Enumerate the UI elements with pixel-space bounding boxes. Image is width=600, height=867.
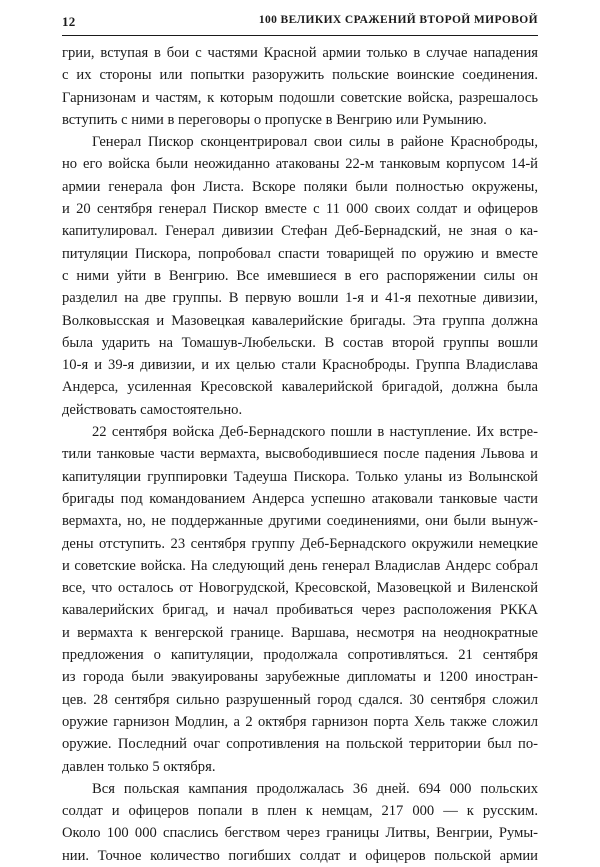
text-line: питуляции Пискора, попробовал спасти товарищей по оружию и вместе: [62, 245, 538, 262]
text-line: вермахта, но, не поддержанные другими соединениями, они были вынуж-: [62, 513, 538, 530]
text-line: Вся польская кампания продолжалась 36 дней. 694 000 польских: [92, 780, 538, 797]
text-line: тили танковые части вермахта, высвободившиеся после падения Львова и: [62, 446, 538, 463]
text-line: 22 сентября войска Деб-Бернадского пошли в наступление. Их встре-: [92, 424, 538, 441]
text-line: и советские войска. На следующий день генерал Владислав Андерс собрал: [62, 557, 538, 574]
text-line: солдат и офицеров попали в плен к немцам, 217 000 — к русским.: [62, 803, 538, 820]
text-line: оружие. Последний очаг сопротивления на польской территории был по-: [62, 736, 538, 753]
paragraph: [62, 131, 538, 421]
paragraph: [62, 421, 538, 778]
header-rule: [62, 35, 538, 36]
text-line: 10-я и 39-я дивизии, и их целью стали Красноброды. Группа Владислава: [62, 357, 538, 374]
text-line: армии генерала фон Листа. Вскоре поляки были полностью окружены,: [62, 178, 538, 195]
text-line: но его войска были неожиданно атакованы 22-м танковым корпусом 14-й: [62, 156, 538, 173]
text-line: нии. Точное количество погибших солдат и офицеров польской армии: [62, 847, 538, 864]
text-line: оружие гарнизон Модлин, а 2 октября гарнизон порта Хель также сложил: [62, 713, 538, 730]
text-line: была ударить на Томашув-Любельски. В состав второй группы вошли: [62, 334, 538, 351]
text-line: с их стороны или попытки разоружить польские воинские соединения.: [62, 67, 538, 84]
text-line: из города были эвакуированы зарубежные дипломаты и 1200 иностран-: [62, 669, 538, 686]
paragraph: [62, 42, 538, 131]
text-line: Волковысская и Мазовецкая кавалерийские бригады. Эта группа должна: [62, 312, 538, 329]
paragraph: [62, 778, 538, 867]
text-line: дены отступить. 23 сентября группу Деб-Бернадского окружили немецкие: [62, 535, 538, 552]
text-line: капитулировал. Генерал дивизии Стефан Деб-Бернадский, не зная о ка-: [62, 223, 538, 240]
text-line: грии, вступая в бои с частями Красной армии только в случае нападения: [62, 45, 538, 61]
text-line: бригады под командованием Андерса успешно атаковали танковые части: [62, 490, 538, 507]
page-body: [62, 42, 538, 867]
running-title: 100 ВЕЛИКИХ СРАЖЕНИЙ ВТОРОЙ МИРОВОЙ: [258, 14, 538, 26]
page-number: 12: [62, 14, 76, 29]
text-line: Около 100 000 спаслись бегством через границы Литвы, Венгрии, Румы-: [62, 825, 538, 842]
text-line: действовать самостоятельно.: [62, 401, 243, 418]
text-line: давлен только 5 октября.: [62, 758, 216, 775]
text-line: предложения о капитуляции, продолжала сопротивляться. 21 сентября: [62, 647, 538, 664]
text-line: вступить с ними в переговоры о пропуске в Венгрию или Румынию.: [62, 111, 487, 128]
page-header: [62, 14, 538, 34]
text-line: все, что осталось от Новогрудской, Кресовской, Мазовецкой и Виленской: [62, 580, 538, 597]
text-line: кавалерийских бригад, и начал пробиваться через расположения РККА: [62, 602, 538, 619]
text-line: Андерса, усиленная Кресовской кавалерийской бригадой, должна была: [62, 379, 538, 396]
text-line: Гарнизонам и частям, к которым подошли советские войска, разрешалось: [62, 89, 538, 106]
text-line: капитуляции группировки Тадеуша Пискора. Только уланы из Волынской: [62, 468, 538, 485]
text-line: разделил на две группы. В первую вошли 1-я и 41-я пехотные дивизии,: [62, 290, 538, 307]
text-line: Генерал Пискор сконцентрировал свои силы в районе Красноброды,: [92, 134, 538, 151]
text-line: с ними уйти в Венгрию. Все имевшиеся в его распоряжении силы он: [62, 267, 538, 284]
text-line: и 20 сентября генерал Пискор вместе с 11 000 своих солдат и офицеров: [62, 201, 538, 218]
text-line: цев. 28 сентября сильно разрушенный город сдался. 30 сентября сложил: [62, 691, 538, 708]
text-line: и вермахта к венгерской границе. Варшава, несмотря на неоднократные: [62, 624, 538, 641]
